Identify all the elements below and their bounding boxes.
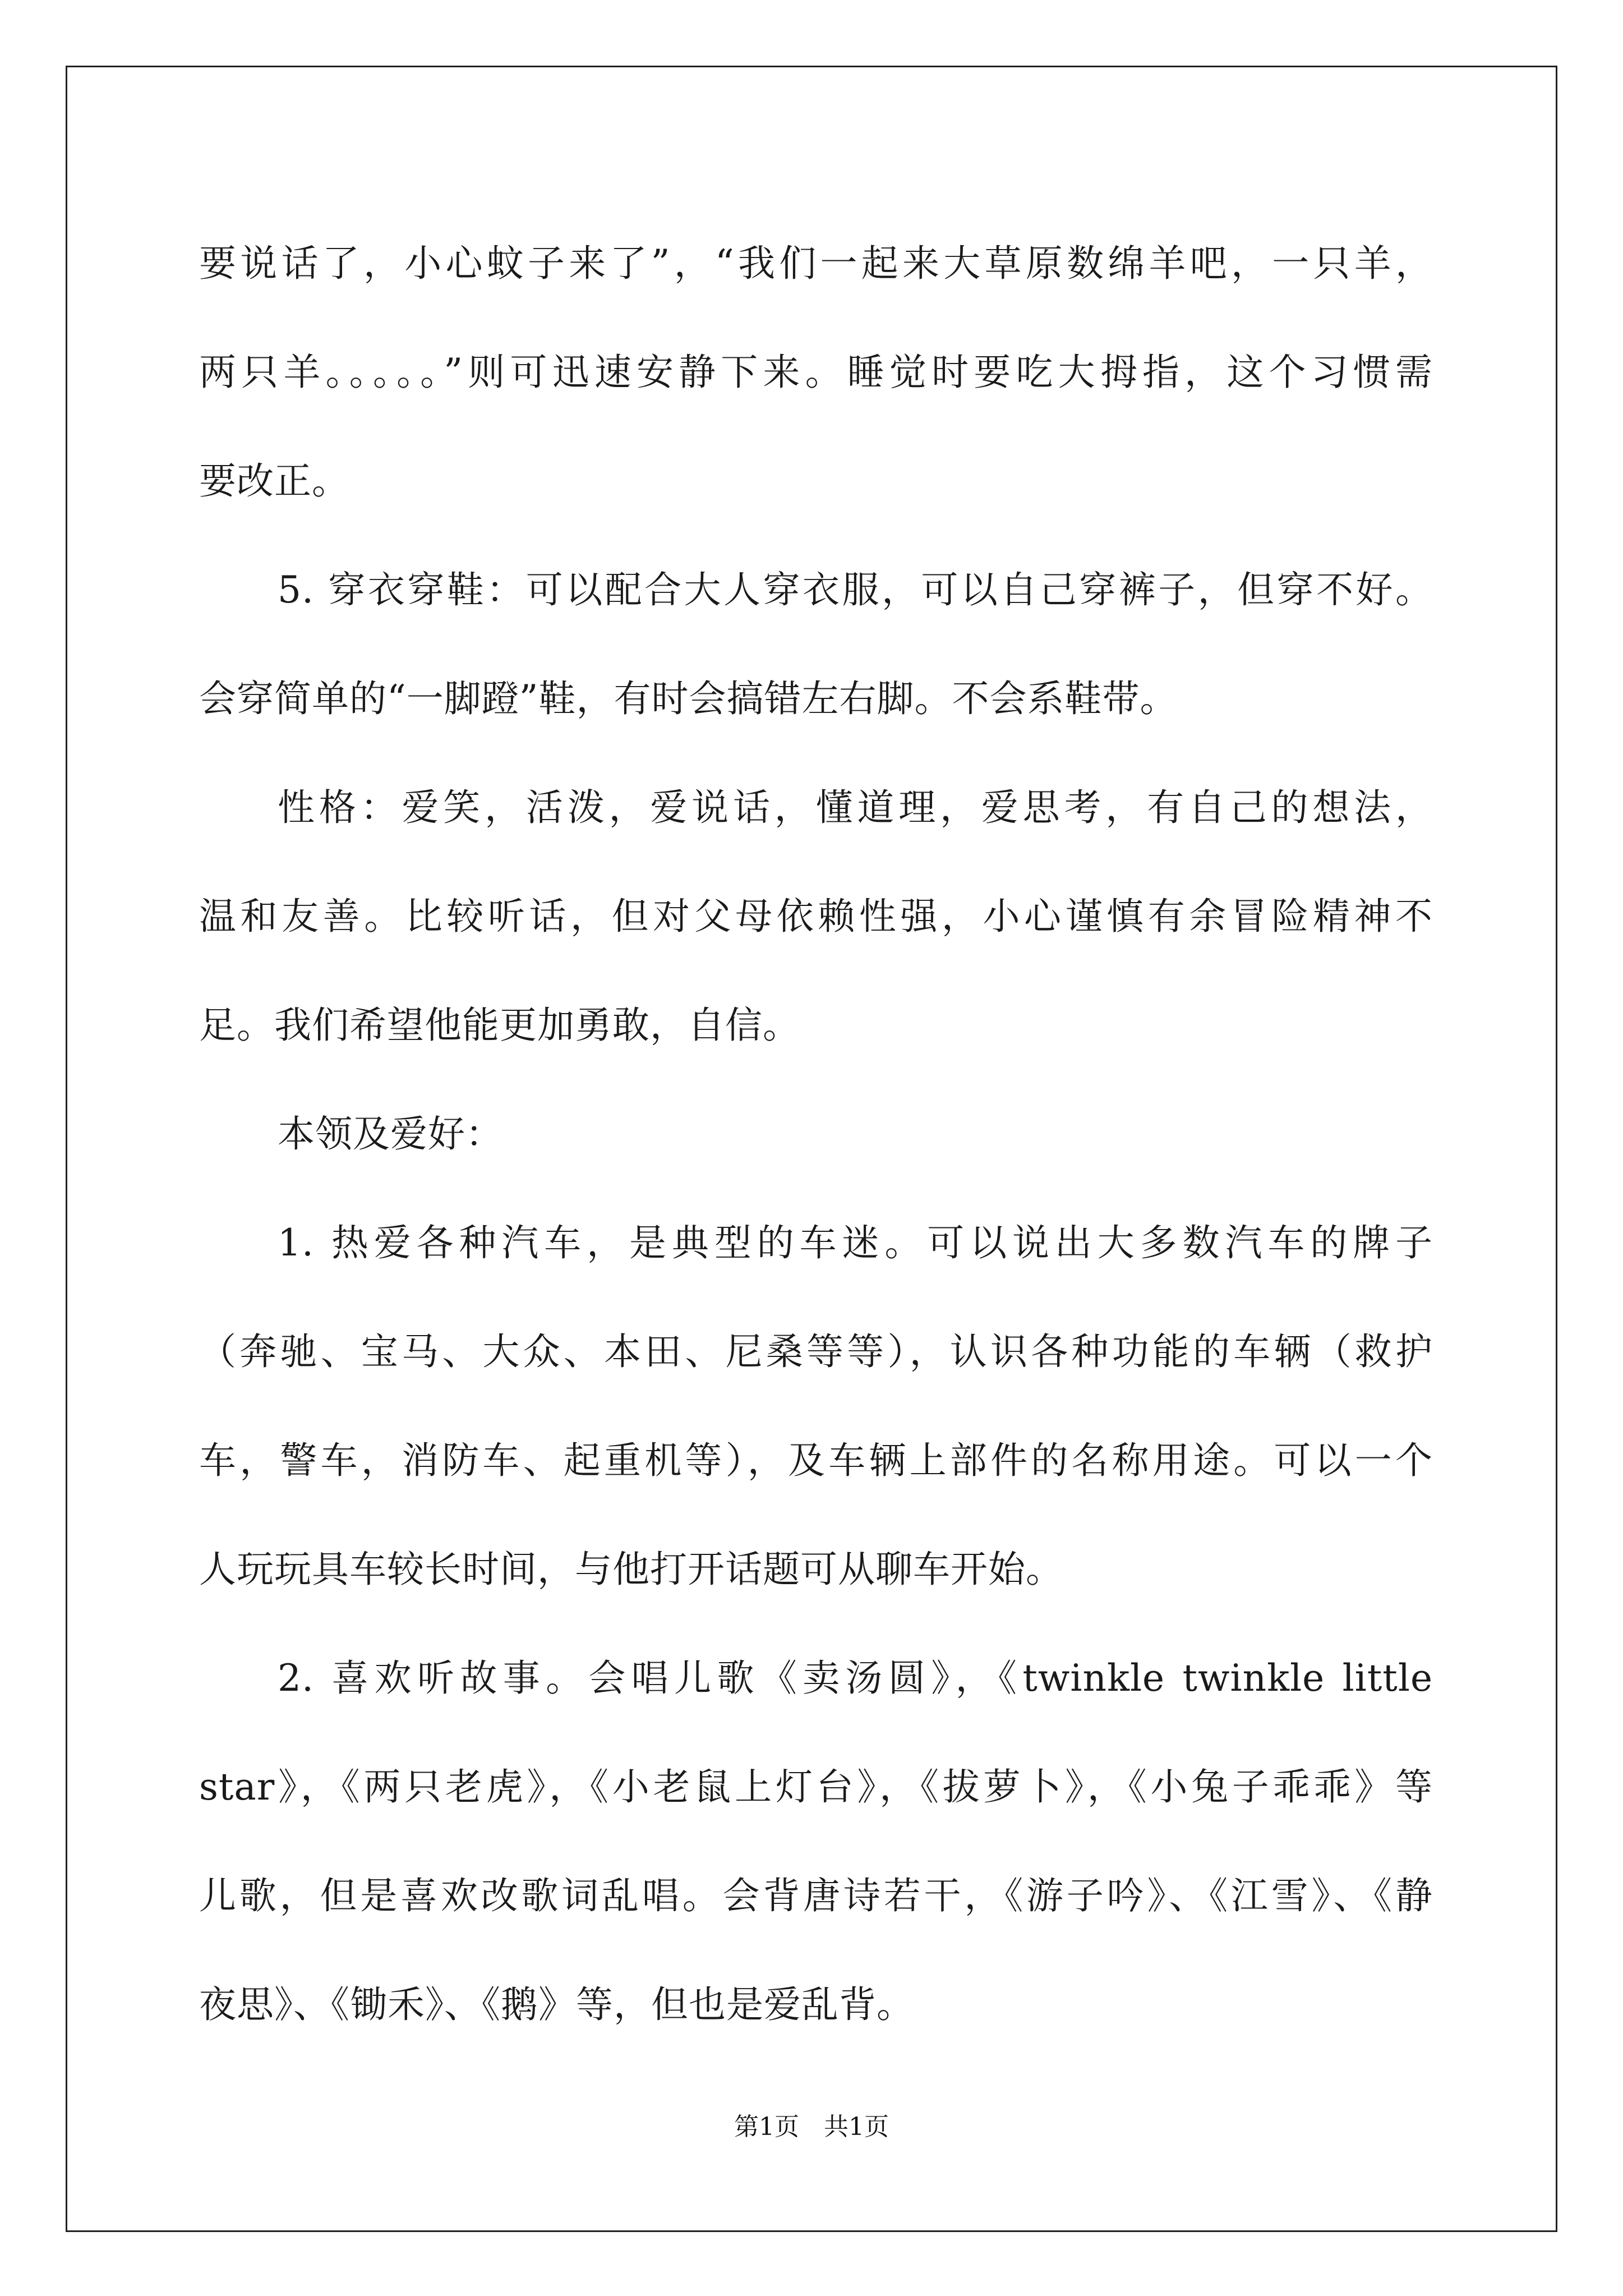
- paragraph-line: 儿歌，但是喜欢改歌词乱唱。会背唐诗若干，《游子吟》、《江雪》、《静: [199, 1874, 1433, 1917]
- page-number: 第1页 共1页: [734, 2113, 889, 2141]
- paragraph-line: 5. 穿衣穿鞋：可以配合大人穿衣服，可以自己穿裤子，但穿不好。: [278, 568, 1433, 611]
- paragraph-line: 温和友善。比较听话，但对父母依赖性强，小心谨慎有余冒险精神不: [199, 895, 1433, 938]
- paragraph-line: 足。我们希望他能更加勇敢，自信。: [199, 1004, 800, 1047]
- paragraph-line: 要改正。: [199, 459, 349, 503]
- section-heading: 本领及爱好：: [278, 1112, 503, 1156]
- document-body: [199, 219, 1433, 2069]
- paragraph-line: 2. 喜欢听故事。会唱儿歌《卖汤圆》，《twinkle twinkle little: [278, 1657, 1433, 1700]
- paragraph-line: star》，《两只老虎》，《小老鼠上灯台》，《拔萝卜》，《小兔子乖乖》等: [199, 1765, 1433, 1809]
- paragraph-line: 1. 热爱各种汽车，是典型的车迷。可以说出大多数汽车的牌子: [278, 1221, 1433, 1264]
- paragraph-line: 人玩玩具车较长时间，与他打开话题可从聊车开始。: [199, 1548, 1063, 1591]
- paragraph-line: 会穿简单的“一脚蹬”鞋，有时会搞错左右脚。不会系鞋带。: [199, 677, 1178, 720]
- paragraph-line: （奔驰、宝马、大众、本田、尼桑等等），认识各种功能的车辆（救护: [199, 1330, 1433, 1373]
- paragraph-line: 车，警车，消防车、起重机等），及车辆上部件的名称用途。可以一个: [199, 1439, 1433, 1482]
- paragraph-line: 性格：爱笑，活泼，爱说话，懂道理，爱思考，有自己的想法，: [278, 786, 1433, 829]
- paragraph-line: 夜思》、《锄禾》、《鹅》等，但也是爱乱背。: [199, 1983, 914, 2026]
- paragraph-line: 两只羊。。。。。”则可迅速安静下来。睡觉时要吃大拇指，这个习惯需: [199, 351, 1433, 394]
- paragraph-line: 要说话了，小心蚊子来了”，“我们一起来大草原数绵羊吧，一只羊，: [199, 242, 1433, 285]
